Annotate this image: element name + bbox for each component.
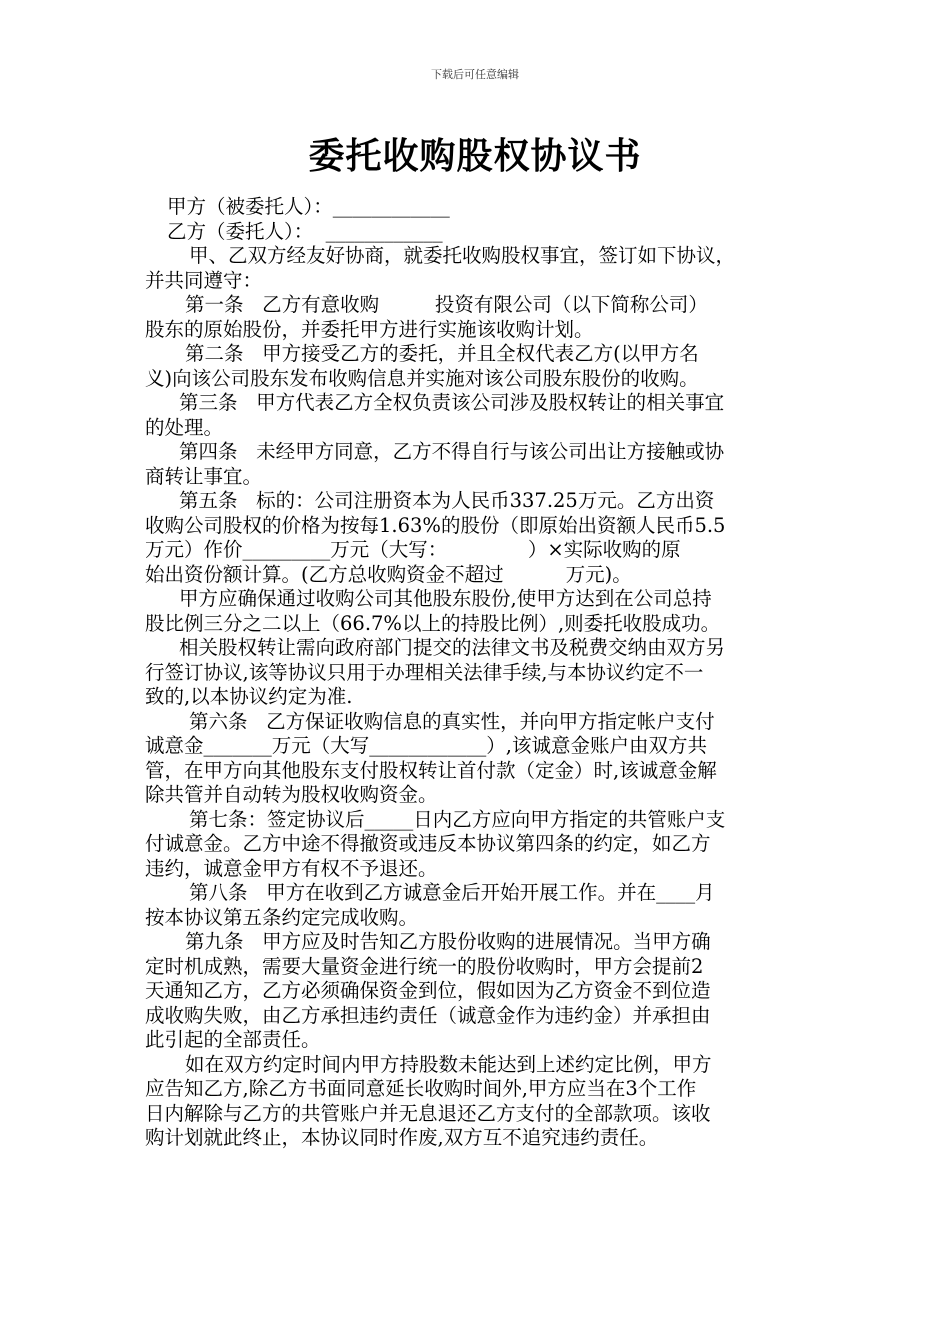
article-8-line: 按本协议第五条约定完成收购。 [145,905,419,929]
article-9-line: 第九条 甲方应及时告知乙方股份收购的进展情况。当甲方确 [185,930,711,953]
article-2-line: 义)向该公司股东发布收购信息并实施对该公司股东股份的收购。 [145,366,699,390]
article-8-line: 第八条 甲方在收到乙方诚意金后开始开展工作。并在____月 [189,881,715,904]
document-title: 委托收购股权协议书 [308,135,642,177]
article-6-line: 诚意金_______万元（大写____________）,该诚意金账户由双方共 [145,734,707,757]
termination-clause-line: 如在双方约定时间内甲方持股数未能达到上述约定比例，甲方 [185,1052,712,1076]
termination-clause-line: 购计划就此终止，本协议同时作废,双方互不追究违约责任。 [145,1126,659,1149]
article-6-line: 除共管并自动转为股权收购资金。 [145,783,438,806]
article-6-line: 管，在甲方向其他股东支付股权转让首付款（定金）时,该诚意金解 [145,758,717,782]
article-9-line: 定时机成熟，需要大量资金进行统一的股份收购时，甲方会提前2 [145,954,704,978]
article-3-line: 的处理。 [145,415,224,439]
article-7-line: 违约，诚意金甲方有权不予退还。 [145,856,438,880]
article-4-line: 第四条 未经甲方同意，乙方不得自行与该公司出让方接触或协 [179,440,725,463]
preamble-line: 并共同遵守： [145,268,263,292]
article-7-line: 第七条：签定协议后_____日内乙方应向甲方指定的共管账户支 [189,807,726,831]
article-7-line: 付诚意金。乙方中途不得撤资或违反本协议第四条的约定，如乙方 [145,832,711,855]
article-3-line: 第三条 甲方代表乙方全权负责该公司涉及股权转让的相关事宜 [179,391,725,414]
article-9-line: 成收购失败，由乙方承担违约责任（诚意金作为违约金）并承担由 [145,1003,711,1027]
article-5-line: 始出资份额计算。(乙方总收购资金不超过 万元)。 [145,562,632,586]
party-a-line: 甲方（被委托人）：____________ [167,195,450,218]
termination-clause-line: 应告知乙方,除乙方书面同意延长收购时间外,甲方应当在3个工作 [145,1077,697,1100]
preamble-line: 甲、乙双方经友好协商，就委托收购股权事宜，签订如下协议， [189,244,736,267]
article-5-clause-line: 相关股权转让需向政府部门提交的法律文书及税费交纳由双方另 [179,636,726,659]
article-1-line: 第一条 乙方有意收购 投资有限公司（以下简称公司） [185,293,708,316]
article-1-line: 股东的原始股份，并委托甲方进行实施该收购计划。 [145,317,594,341]
article-5-clause-line: 股比例三分之二以上（66.7%以上的持股比例）,则委托收股成功。 [145,611,721,635]
article-9-line: 此引起的全部责任。 [145,1028,321,1051]
agreement-body [145,195,805,1151]
article-2-line: 第二条 甲方接受乙方的委托，并且全权代表乙方(以甲方名 [185,342,699,365]
header-note: 下载后可任意编辑 [431,68,519,81]
article-5-clause-line: 行签订协议,该等协议只用于办理相关法律手续,与本协议约定不一 [145,660,704,684]
article-4-line: 商转让事宜。 [145,464,263,488]
article-5-line: 收购公司股权的价格为按每1.63%的股份（即原始出资额人民币5.5 [145,513,726,537]
article-5-line: 第五条 标的：公司注册资本为人民币337.25万元。乙方出资 [179,489,715,512]
article-5-line: 万元）作价_________万元（大写： ）×实际收购的原 [145,538,681,561]
termination-clause-line: 日内解除与乙方的共管账户并无息退还乙方支付的全部款项。该收 [145,1101,711,1125]
party-b-line: 乙方（委托人）： ____________ [167,219,443,243]
article-5-clause-line: 致的,以本协议约定为准. [145,685,353,708]
article-5-clause-line: 甲方应确保通过收购公司其他股东股份,使甲方达到在公司总持 [179,587,712,610]
article-9-line: 天通知乙方，乙方必须确保资金到位，假如因为乙方资金不到位造 [145,979,711,1002]
article-6-line: 第六条 乙方保证收购信息的真实性，并向甲方指定帐户支付 [189,709,715,733]
